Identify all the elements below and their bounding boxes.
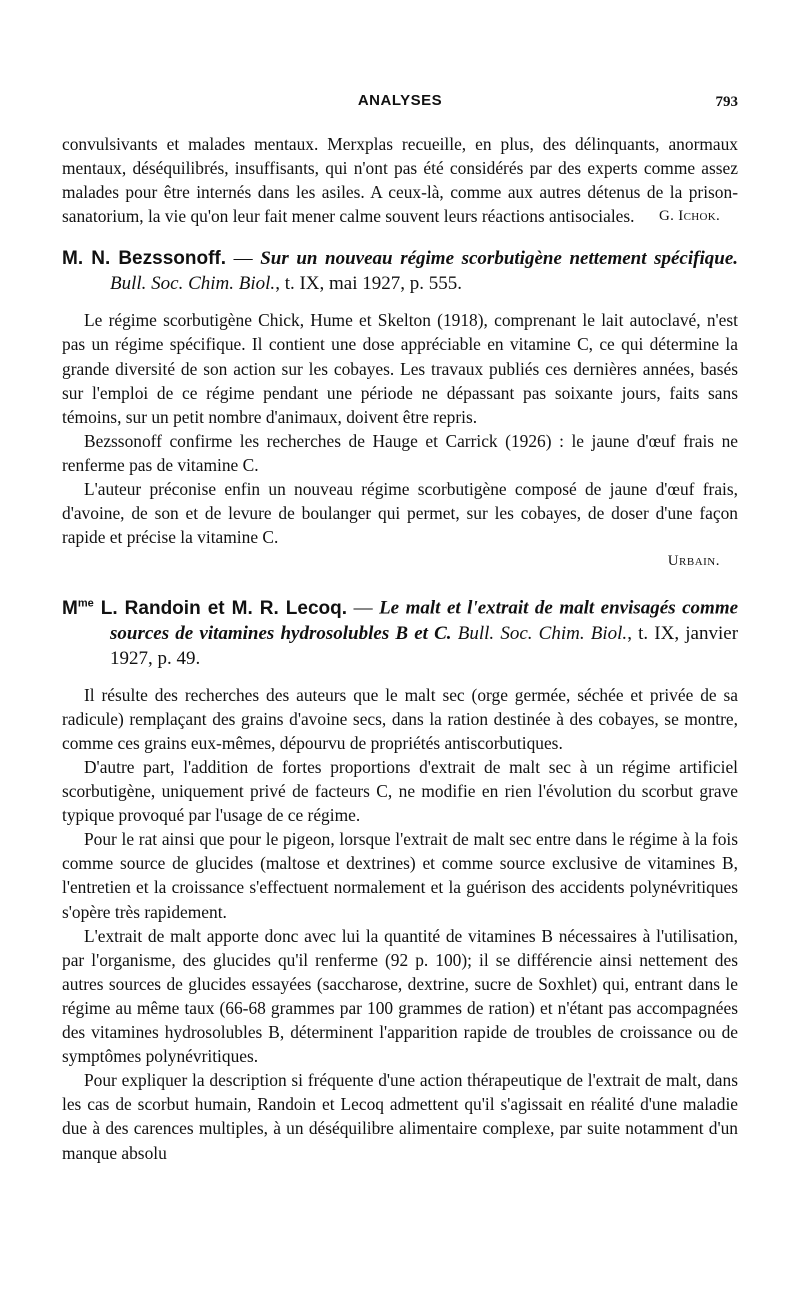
article2-paragraph: Il résulte des recherches des auteurs que le malt sec (orge germée, séchée et privée de sa radicule) remplaçant des grains d'avoine secs, dans la ration destinée à des cobayes, se montre, comme ces grains eux-mêmes, dépourvu de propriétés antiscorbutiques. (62, 684, 738, 753)
article1-paragraph: L'auteur préconise enfin un nouveau régime scorbutigène composé de jaune d'œuf frais, d'avoine, de son et de levure de boulanger qui permet, sur les cobayes, de doser d'une façon rapide et précise la vitamine C. (62, 479, 738, 548)
article2-title: Le malt et l'extrait de malt envisagés comme sources de vitamines hydrosolubles B et C. (110, 597, 739, 644)
page-body (62, 132, 738, 1165)
article2-author-sup: me (77, 597, 94, 610)
article2-paragraph: Pour le rat ainsi que pour le pigeon, lorsque l'extrait de malt sec entre dans le régime à la fois comme source de glucides (maltose et dextrines) et comme source exclusive de vitamines B, l'entretien et la croissance s'effectuent normalement et la guérison des accidents polynévritiques s'opère très rapidement. (62, 829, 738, 922)
article2-citation: , t. IX, janvier 1927, p. 49. (110, 622, 739, 669)
article2-dash: — (353, 597, 373, 619)
article1-citation: , t. IX, mai 1927, p. 555. (275, 273, 463, 295)
article2-paragraph: D'autre part, l'addition de fortes proportions d'extrait de malt sec à un régime artificiel scorbutigène, uniquement privé de facteurs C, ne modifie en rien l'évolution du scorbut grave typique provoqué par l'usage de ce régime. (62, 757, 738, 826)
article1-paragraph: Le régime scorbutigène Chick, Hume et Skelton (1918), comprenant le lait autoclavé, n'est pas un régime spécifique. Il contient une dose appréciable en vitamine C, ce qui détermine la grande diversité de son action sur les cobayes. Les travaux publiés ces dernières années, basés sur l'emploi de ce régime pendant une période ne dépassant pas soixante jours, faits sans témoins, sur un petit nombre d'animaux, doivent être repris. (62, 310, 738, 427)
article1-title: Sur un nouveau régime scorbutigène nettement spécifique. (260, 248, 738, 270)
article2-paragraph: Pour expliquer la description si fréquente d'une action thérapeutique de l'extrait de malt, dans les cas de scorbut humain, Randoin et Lecoq admettent qu'il s'agissait en réalité d'une maladie due à des carences multiples, à un déséquilibre alimentaire complexe, par suite notamment d'un manque absolu (62, 1070, 738, 1163)
article2-author-names: L. Randoin et M. R. Lecoq. (93, 597, 348, 619)
article2-author (62, 598, 347, 619)
article1-author: M. N. Bezssonoff. (62, 248, 227, 270)
signature-urbain: Urbain. (667, 553, 720, 570)
article2-author-prefix: M (62, 597, 78, 619)
signature-ichok: G. Ichok. (659, 208, 720, 225)
intro-text: convulsivants et malades mentaux. Merxplas recueille, en plus, des délinquants, anormaux mentaux, déséquilibrés, insuffisants, qui n'ont pas été considérés par des experts comme assez malades pour être internés dans les asiles. A ceux-là, comme aux autres détenus de la prison-sanatorium, la vie qu'on leur fait mener calme souvent leurs réactions antisociales. (62, 134, 738, 227)
article2-journal: Bull. Soc. Chim. Biol. (457, 622, 628, 644)
article1-journal: Bull. Soc. Chim. Biol. (110, 273, 276, 295)
article2-heading (62, 591, 738, 670)
page-number: 793 (715, 94, 738, 110)
article2-paragraph: L'extrait de malt apporte donc avec lui la quantité de vitamines B nécessaires à l'utilisation, par l'organisme, des glucides qu'il renferme (92 p. 100); il se différencie ainsi nettement des autres sources de glucides essayées (saccharose, dextrine, sucre de Soxhlet) qui, entrant dans le régime au même taux (66-68 grammes par 100 grammes de ration) et n'étant pas accompagnées des vitamines hydrosolubles B, déterminent l'apparition rapide de troubles de croissance ou de symptômes polynévritiques. (62, 925, 738, 1067)
article1-paragraph: Bezssonoff confirme les recherches de Hauge et Carrick (1926) : le jaune d'œuf frais ne renferme pas de vitamine C. (62, 430, 738, 475)
page-header (62, 92, 738, 116)
running-head: ANALYSES (357, 92, 443, 109)
article1-heading (62, 246, 738, 296)
article1-dash: — (233, 248, 253, 270)
intro-paragraph (62, 132, 738, 228)
